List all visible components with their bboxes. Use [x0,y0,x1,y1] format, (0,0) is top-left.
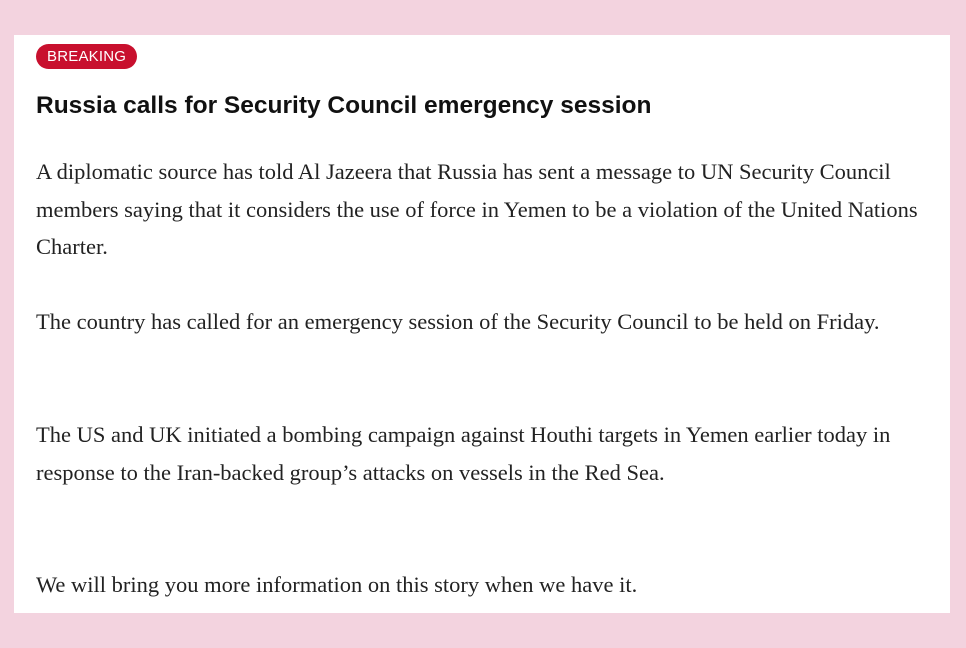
breaking-badge: BREAKING [36,44,137,69]
article-paragraph-4: We will bring you more information on this story when we have it. [36,572,638,597]
article-paragraph-2: The country has called for an emergency session of the Security Council to be held on Friday. [36,309,880,334]
article-paragraph-3: The US and UK initiated a bombing campaign against Houthi targets in Yemen earlier today in response to the Iran-backed group’s attacks on vessels in the Red Sea. [36,422,891,485]
article-card [14,35,950,613]
article-headline: Russia calls for Security Council emergency session [36,92,652,119]
article-paragraph-1: A diplomatic source has told Al Jazeera that Russia has sent a message to UN Security Council members saying that it considers the use of force in Yemen to be a violation of the United Nations Charter. [36,159,918,259]
